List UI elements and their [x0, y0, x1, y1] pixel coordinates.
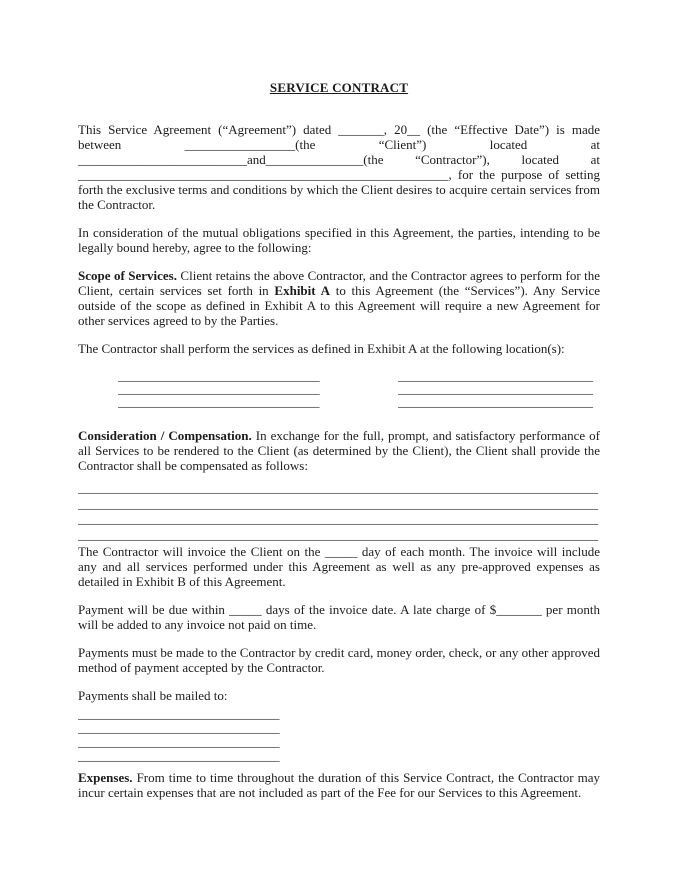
mailing-address-blank-line: _______________________________ [78, 735, 280, 749]
compensation-blank-lines [78, 480, 600, 542]
location-blank-line: _______________________________ [118, 395, 320, 408]
mutual-obligations-paragraph: In consideration of the mutual obligations specified in this Agreement, the parties, intending to be legally bound hereby, agree to the following: [78, 225, 600, 255]
mailing-address-blank-line: _______________________________ [78, 749, 280, 763]
intro-paragraph: This Service Agreement (“Agreement”) dated _______, 20__ (the “Effective Date”) is made between _________________(the “Client”) located at __________________________and_______________(the “Contractor”), located at _________________________________________________________, for the purpose of setting forth the exclusive terms and conditions by which the Client desires to acquire certain services from the Contractor. [78, 122, 600, 212]
location-blank-line: ______________________________ [398, 395, 593, 408]
payment-due-paragraph: Payment will be due within _____ days of the invoice date. A late charge of $_______ per month will be added to any invoice not paid on time. [78, 602, 600, 632]
mailing-address-blank-line: _______________________________ [78, 707, 280, 721]
expenses-paragraph [78, 770, 600, 800]
location-blank-line: ______________________________ [398, 382, 593, 395]
location-column-left [118, 369, 398, 408]
location-blank-line: ______________________________ [398, 369, 593, 382]
expenses-heading: Expenses. [78, 770, 133, 785]
mailed-to-label: Payments shall be mailed to: [78, 688, 228, 703]
compensation-heading: Consideration / Compensation. [78, 428, 252, 443]
exhibit-a-reference: Exhibit A [274, 283, 330, 298]
scope-text-1: Client retains the above Contractor, and the Contractor agrees to perform for the Client, certain services set forth in [78, 268, 600, 298]
document-title: SERVICE CONTRACT [269, 80, 409, 95]
compensation-blank-line: ________________________________________________________________________________ [78, 526, 598, 542]
payment-method-paragraph: Payments must be made to the Contractor by credit card, money order, check, or any other approved method of payment accepted by the Contractor. [78, 645, 600, 675]
service-locations-paragraph: The Contractor shall perform the services as defined in Exhibit A at the following location(s): [78, 341, 565, 356]
compensation-text: In exchange for the full, prompt, and satisfactory performance of all Services to be rendered to the Client (as determined by the Client), the Client shall provide the Contractor shall be compensated as follows: [78, 428, 600, 473]
compensation-blank-line: ________________________________________________________________________________ [78, 511, 598, 526]
compensation-paragraph [78, 428, 600, 473]
invoice-paragraph: The Contractor will invoice the Client on the _____ day of each month. The invoice will include any and all services performed under this Agreement as well as any pre-approved expenses as detailed in Exhibit B of this Agreement. [78, 544, 600, 589]
location-blank-lines [118, 369, 600, 408]
location-column-right [398, 369, 600, 408]
location-blank-line: _______________________________ [118, 382, 320, 395]
mailing-address-blank-line: _______________________________ [78, 721, 280, 735]
scope-of-services-heading: Scope of Services. [78, 268, 177, 283]
scope-of-services-paragraph [78, 268, 600, 328]
expenses-text: From time to time throughout the duration of this Service Contract, the Contractor may incur certain expenses that are not included as part of the Fee for our Services to this Agreement. [78, 770, 600, 800]
compensation-blank-line: ________________________________________________________________________________ [78, 480, 598, 495]
compensation-blank-line: ________________________________________________________________________________ [78, 495, 598, 511]
mailing-address-blank-lines [78, 707, 600, 763]
location-blank-line: _______________________________ [118, 369, 320, 382]
scope-text-2: to this Agreement (the “Services”). Any Service outside of the scope as defined in Exhibit A to this Agreement will require a new Agreement for other services agreed to by the Parties. [78, 283, 600, 328]
